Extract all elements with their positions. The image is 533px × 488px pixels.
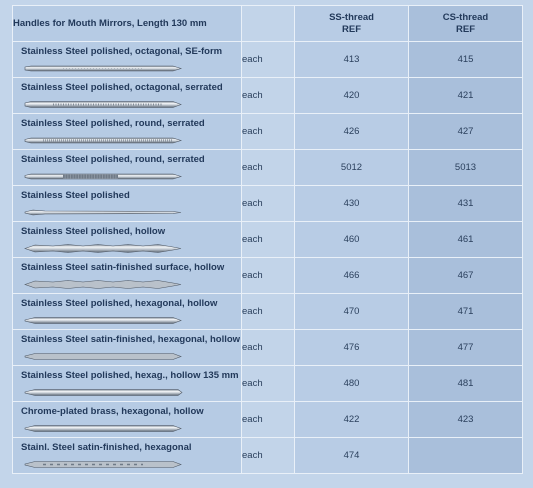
unit-cell: each [242,330,295,366]
product-cell [13,222,242,258]
product-cell [13,186,242,222]
cs-ref-cell: 5013 [409,150,523,186]
product-cell [13,114,242,150]
table-header-row [13,6,523,42]
unit-cell: each [242,186,295,222]
table-row [13,366,523,402]
unit-cell: each [242,366,295,402]
satin-hexagonal-handle-icon [23,459,183,470]
unit-cell: each [242,402,295,438]
ss-ref-cell: 474 [295,438,409,474]
unit-cell: each [242,438,295,474]
ss-ref-cell: 413 [295,42,409,78]
table-row [13,222,523,258]
cs-thread-header [409,6,523,42]
product-cell [13,78,242,114]
product-cell [13,258,242,294]
cs-ref-cell: 477 [409,330,523,366]
product-name: Stainless Steel polished, octagonal, serrated [21,82,223,93]
unit-cell: each [242,42,295,78]
ss-ref-cell: 460 [295,222,409,258]
cs-ref-cell [409,438,523,474]
product-name: Stainless Steel satin-finished surface, hollow [21,262,225,273]
product-cell [13,294,242,330]
unit-cell: each [242,150,295,186]
cs-ref-cell: 481 [409,366,523,402]
ss-ref-label: REF [342,23,361,35]
cs-thread-label: CS-thread [442,11,489,23]
table-row [13,438,523,474]
hexagonal-handle-icon [23,315,183,326]
cs-ref-cell: 461 [409,222,523,258]
unit-cell: each [242,78,295,114]
table-row [13,258,523,294]
cs-ref-cell: 427 [409,114,523,150]
table-row [13,294,523,330]
table-row [13,114,523,150]
hexagonal-handle-icon [23,351,183,362]
handles-table [12,5,523,474]
table-title: Handles for Mouth Mirrors, Length 130 mm [13,6,242,42]
unit-cell: each [242,294,295,330]
unit-cell: each [242,222,295,258]
cs-ref-cell: 467 [409,258,523,294]
hexagonal-handle-icon [23,423,183,434]
product-cell [13,438,242,474]
cs-ref-cell: 471 [409,294,523,330]
ss-ref-cell: 470 [295,294,409,330]
octagonal-handle-icon [23,63,183,74]
ss-ref-cell: 480 [295,366,409,402]
round-serrated-handle-icon [23,171,183,182]
ss-ref-cell: 426 [295,114,409,150]
product-cell [13,330,242,366]
product-name: Chrome-plated brass, hexagonal, hollow [21,406,204,417]
hexagonal-handle-icon [23,387,183,398]
table-row [13,150,523,186]
hollow-handle-icon [23,279,183,290]
product-cell [13,366,242,402]
product-name: Stainless Steel polished, hexag., hollow 135 mm [21,370,239,381]
ss-ref-cell: 5012 [295,150,409,186]
cs-ref-cell: 431 [409,186,523,222]
polished-handle-icon [23,207,183,218]
ss-ref-cell: 466 [295,258,409,294]
ss-ref-cell: 422 [295,402,409,438]
table-row [13,330,523,366]
table-row [13,186,523,222]
serrated-handle-icon [23,99,183,110]
ss-ref-cell: 430 [295,186,409,222]
cs-ref-cell: 421 [409,78,523,114]
ss-ref-cell: 476 [295,330,409,366]
hollow-handle-icon [23,243,183,254]
unit-cell: each [242,258,295,294]
ss-thread-header [295,6,409,42]
unit-header [242,6,295,42]
ss-ref-cell: 420 [295,78,409,114]
ss-thread-label: SS-thread [329,11,374,23]
product-name: Stainless Steel polished, round, serrated [21,118,205,129]
cs-ref-cell: 423 [409,402,523,438]
unit-cell: each [242,114,295,150]
cs-ref-label: REF [456,23,475,35]
cs-ref-cell: 415 [409,42,523,78]
round-serrated-handle-icon [23,135,183,146]
product-cell [13,150,242,186]
table-row [13,78,523,114]
product-name: Stainless Steel satin-finished, hexagonal, hollow [21,334,241,345]
product-name: Stainless Steel polished, round, serrated [21,154,205,165]
product-name: Stainl. Steel satin-finished, hexagonal [21,442,192,453]
product-name: Stainless Steel polished [21,190,130,201]
product-cell [13,402,242,438]
product-name: Stainless Steel polished, hexagonal, hollow [21,298,218,309]
product-name: Stainless Steel polished, hollow [21,226,166,237]
product-cell [13,42,242,78]
table-row [13,42,523,78]
table-row [13,402,523,438]
product-name: Stainless Steel polished, octagonal, SE-form [21,46,223,57]
